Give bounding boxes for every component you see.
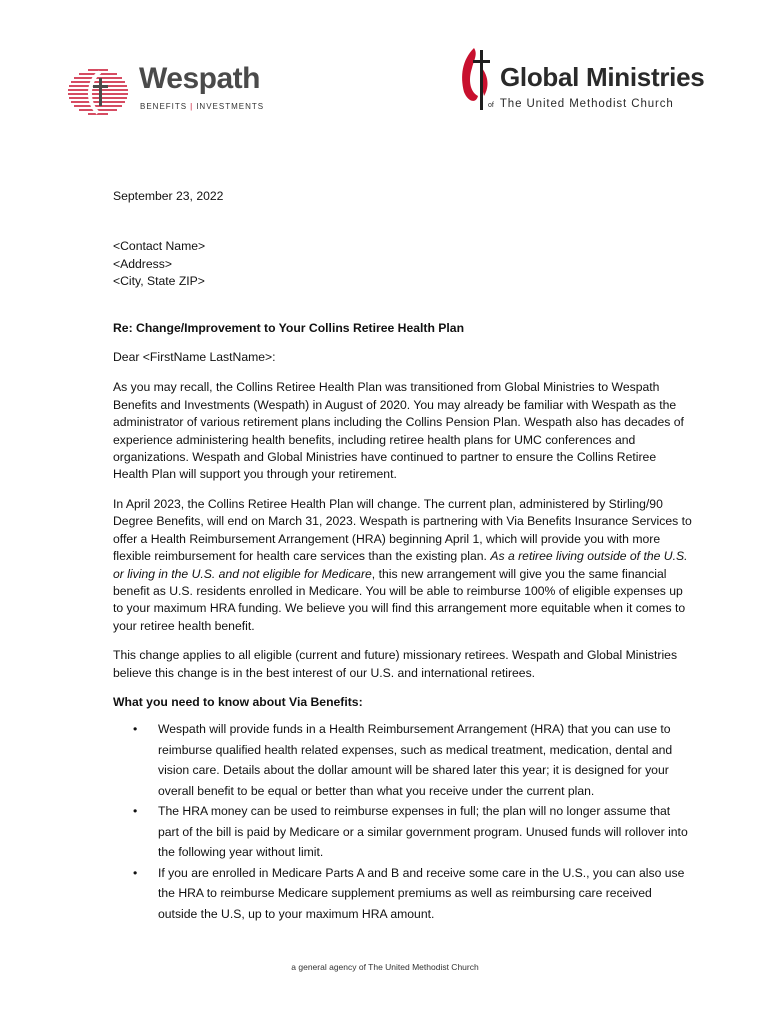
paragraph-3: This change applies to all eligible (current and future) missionary retirees. Wespath and Global Ministries believe this change is in the best interest of our U.S. and international retirees. — [113, 648, 678, 680]
bullet-icon: • — [133, 804, 138, 819]
list-item: • Wespath will provide funds in a Health Reimbursement Arrangement (HRA) that you can use to reimburse qualified health related expenses, such as medical treatment, medication, dental and vision care. Details about the dollar amount will be shared later this year; it is designed for your overall benefit to be equal or better than what you receive under the current plan. — [113, 719, 693, 801]
address-line: <Address> — [113, 256, 172, 271]
paragraph-2-emphasis: As a retiree living outside of the U.S. or living in the U.S. and not eligible for Medicare — [113, 549, 688, 581]
subject-line: Re: Change/Improvement to Your Collins Retiree Health Plan — [113, 320, 465, 335]
letter-body — [113, 188, 693, 924]
address-line: <City, State ZIP> — [113, 274, 205, 289]
global-ministries-tagline: of The United Methodist Church — [488, 98, 674, 110]
bullet-list — [113, 719, 693, 924]
section-heading: What you need to know about Via Benefits: — [113, 694, 363, 709]
paragraph-1: As you may recall, the Collins Retiree Health Plan was transitioned from Global Ministries to Wespath Benefits and Investments (Wespath) in August of 2020. You may already be familiar with Wespath as the administrator of various retirement plans including the Collins Pension Plan. Wespath also has decades of experience administering health benefits, including retiree health plans for UMC conferences and organizations. Wespath and Global Ministries have continued to partner to ensure the Collins Retiree Health Plan will support you through your retirement. — [113, 380, 684, 482]
wespath-wordmark: Wespath — [139, 62, 260, 95]
wespath-globe-icon — [66, 66, 130, 118]
bullet-icon: • — [133, 722, 138, 737]
wespath-logo — [66, 62, 266, 118]
wespath-tagline: BENEFITS | INVESTMENTS — [140, 102, 265, 111]
global-ministries-wordmark: Global Ministries — [500, 62, 705, 92]
global-ministries-logo — [458, 46, 708, 116]
address-line: <Contact Name> — [113, 239, 206, 254]
bullet-icon: • — [133, 865, 138, 880]
paragraph-2: In April 2023, the Collins Retiree Health Plan will change. The current plan, administered by Stirling/90 Degree Benefits, will end on March 31, 2023. Wespath is partnering with Via Benefits Insurance Services to offer a Health Reimbursement Arrangement (HRA) beginning April 1, which will provide you with more flexible reimbursement for health care services than the existing plan. As a retiree living outside of the U.S. or living in the U.S. and not eligible for Medicare, this new arrangement will give you the same financial benefit as U.S. residents enrolled in Medicare. You will be able to reimburse 100% of eligible expenses up to your maximum HRA funding. We believe you will find this arrangement more equitable when it comes to your retiree health benefit. — [113, 496, 692, 633]
page-footer: a general agency of The United Methodist Church — [291, 962, 479, 972]
list-item: • The HRA money can be used to reimburse expenses in full; the plan will no longer assume that part of the bill is paid by Medicare or a similar government program. Unused funds will rollover into the following year without limit. — [113, 801, 693, 863]
salutation: Dear <FirstName LastName>: — [113, 350, 276, 365]
address-block — [113, 238, 693, 290]
letter-date: September 23, 2022 — [113, 189, 224, 203]
list-item: • If you are enrolled in Medicare Parts A and B and receive some care in the U.S., you can also use the HRA to reimburse Medicare supplement premiums as well as reimbursing care received outside the U.S, up to your maximum HRA amount. — [113, 863, 693, 925]
